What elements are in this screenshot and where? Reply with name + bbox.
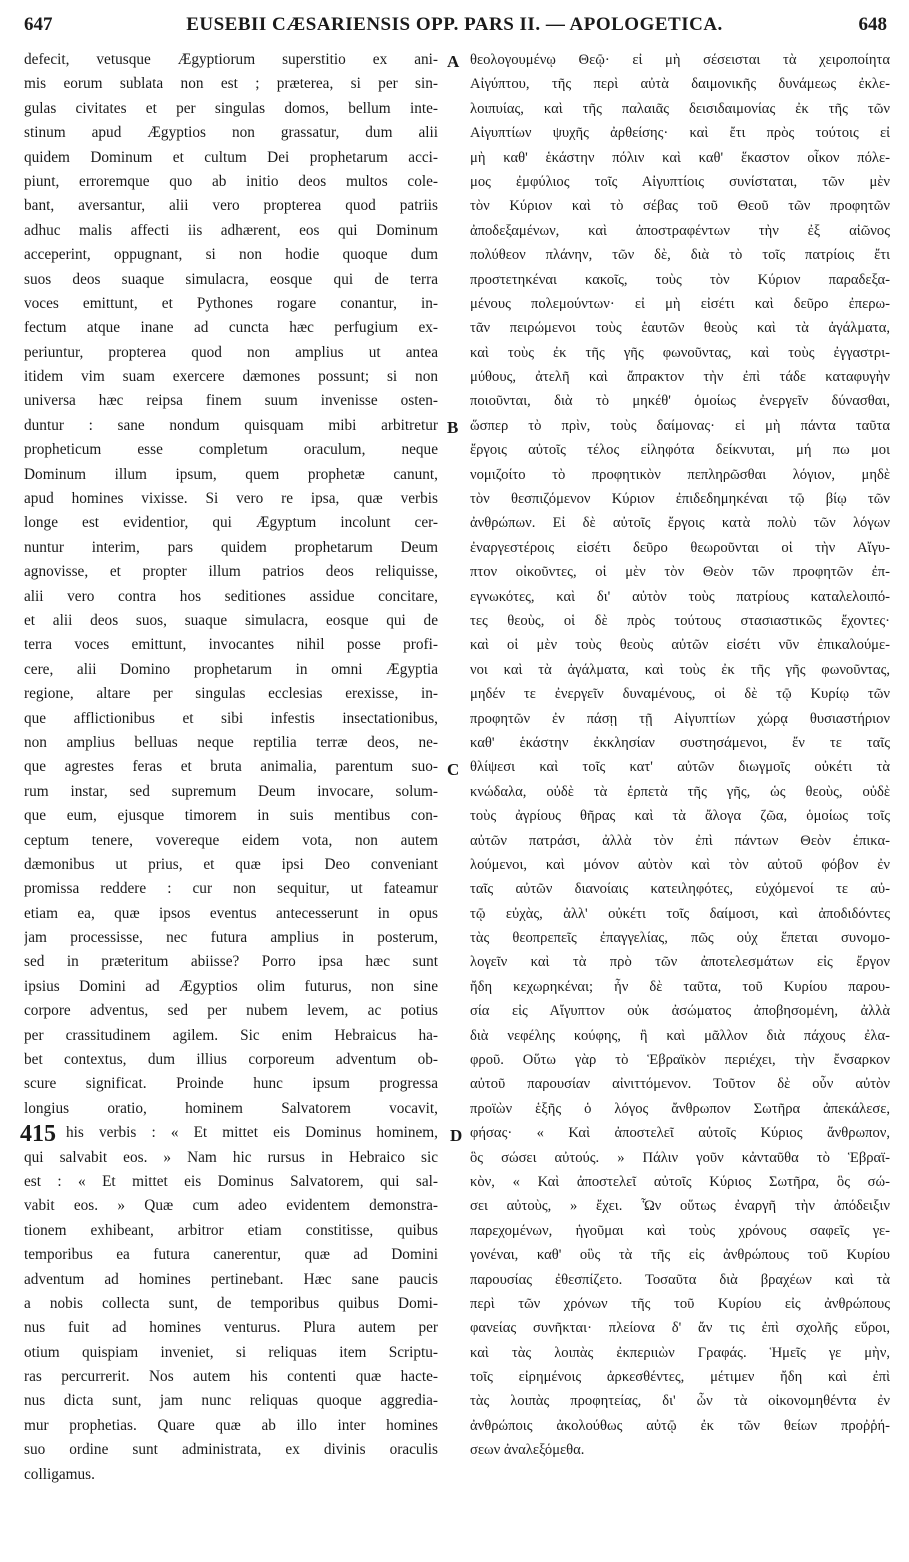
greek-text-line: τῷ εὐχὰς, ἀλλ' οὐκέτι τοῖς δαίμοσι, καὶ ἀποδιδόντες bbox=[470, 905, 890, 922]
latin-text-line: promissa reddere : cur non sequitur, ut fateamur bbox=[24, 880, 438, 898]
greek-text-line: καὶ τοὺς ἐκ τῆς γῆς φωνοῦντας, καὶ τοὺς ἐγγαστρι- bbox=[470, 344, 890, 361]
latin-text-line: et alii deos suos, suaque simulacra, eosque qui de bbox=[24, 611, 438, 629]
latin-text-line: acceperint, oppugnant, si non hodie quoque dum bbox=[24, 246, 438, 264]
greek-text-line: ὃς σώσει αὐτούς. » Πάλιν γοῦν κἀνταῦθα τὸ Ἑβραϊ- bbox=[470, 1149, 890, 1166]
latin-text-line: suo ordine sunt administrata, ex divinis oraculis bbox=[24, 1441, 438, 1459]
greek-text-line: τὸν Κύριον καὶ τὸ σέβας τοῦ Θεοῦ τῶν προφητῶν bbox=[470, 198, 890, 215]
greek-text-line: καθ' ἑκάστην ἐκκλησίαν συστησάμενοι, ἔν τε ταῖς bbox=[470, 734, 890, 751]
greek-text-line: Αἰγυπτίων ψυχῆς ἀρθείσης· καὶ ἔτι πρὸς τούτοις εἰ bbox=[470, 125, 890, 142]
latin-text-line: sed in præteritum abiisse? Porro ipsa hæc sunt bbox=[24, 953, 438, 971]
latin-text-line: apud homines vixisse. Si vero re ipsa, quæ verbis bbox=[24, 490, 438, 508]
latin-text-line: que eum, ejusque timorem in suis mentibus con- bbox=[24, 807, 438, 825]
greek-text-line: λογεῖν καὶ τὰ πρὸ τῶν ἀποτελεσμάτων εἰς ἔργον bbox=[470, 954, 890, 971]
greek-text-line: κνώδαλα, οὐδὲ τὰ ἑρπετὰ τῆς γῆς, ὡς θεοὺς, οὐδὲ bbox=[470, 783, 890, 800]
greek-text-line: φήσας· « Καὶ ἀποστελεῖ αὐτοῖς Κύριος ἄνθρωπον, bbox=[470, 1125, 890, 1142]
latin-text-line: est : « Et mittet eis Dominus Salvatorem, qui sal- bbox=[24, 1172, 438, 1190]
greek-text-line: σει αὐτοὺς, » ἔχει. Ὧν οὕτως ἐναργῆ τὴν ἀπόδειξιν bbox=[470, 1198, 890, 1215]
latin-text-line: a nobis collecta sunt, de temporibus quibus Domi- bbox=[24, 1294, 438, 1312]
latin-text-line: nus dicta sunt, jam nunc reliquas quoque aggredia- bbox=[24, 1392, 438, 1410]
latin-text-line: periuntur, propterea quod non amplius ut antea bbox=[24, 343, 438, 361]
greek-text-line: ἀνθρώπων. Εἰ δὲ αὐτοῖς ἔργοις κατὰ πολὺ τῶν λόγων bbox=[470, 515, 890, 532]
greek-text-line: προφητῶν ἐν πάσῃ τῇ Αἰγυπτίων χώρᾳ θυσιαστήριον bbox=[470, 710, 890, 727]
latin-text-line: adhuc malis affecti iis adhærent, eos qui Dominum bbox=[24, 221, 438, 239]
greek-text-line: θλίψεσι καὶ τοῖς κατ' αὐτῶν διωγμοῖς οὐκέτι τὰ bbox=[470, 759, 890, 776]
latin-text-line: defecit, vetusque Ægyptiorum superstitio ex ani- bbox=[24, 51, 438, 68]
greek-text-line: διὰ νεφέλης κούφης, ἢ καὶ μᾶλλον διὰ πάχους ἐλα- bbox=[470, 1027, 890, 1044]
latin-text-line: voces emittunt, et Pythones rogare conantur, in- bbox=[24, 294, 438, 312]
greek-text-line: παρεχομένων, ἡγοῦμαι καὶ τοὺς χρόνους σαφεῖς γε- bbox=[470, 1222, 890, 1239]
greek-text-line: σεων ἀναλεξόμεθα. bbox=[470, 1442, 585, 1459]
margin-letter-a: A bbox=[447, 52, 460, 71]
greek-text-line: καὶ οἱ μὲν τοὺς θεοὺς αὐτῶν εἰσέτι νῦν ἐπικαλούμε- bbox=[470, 637, 890, 654]
greek-text-line: μὴ καθ' ἑκάστην πόλιν καὶ καθ' ἕκαστον οἶκον πόλε- bbox=[470, 149, 890, 166]
greek-text-line: ὥσπερ τὸ πρὶν, τοὺς δαίμονας· εἰ μὴ πάντα ταῦτα bbox=[470, 417, 890, 434]
latin-text-line: longius oratio, hominem Salvatorem vocavit, bbox=[24, 1099, 438, 1117]
latin-text-line: nus fuit ad homines venturus. Plura autem per bbox=[24, 1319, 438, 1337]
latin-text-line: his verbis : « Et mittet eis Dominus hominem, bbox=[66, 1124, 438, 1142]
latin-text-line: universa hæc reipsa finem suum invenisse osten- bbox=[24, 392, 438, 410]
greek-text-line: ἤδη κεχωρηκέναι; ἦν δὲ ταῦτα, τοῦ Κυρίου παρου- bbox=[470, 978, 890, 995]
greek-text-line: αὐτοῦ παρουσίαν αἰνιττόμενον. Τοῦτον δὲ οὖν αὐτὸν bbox=[470, 1076, 890, 1093]
running-header bbox=[0, 0, 909, 44]
greek-text-line: λοιπυίας, καὶ τῆς παλαιᾶς δεισιδαιμονίας ἐκ τῆς τῶν bbox=[470, 100, 890, 117]
latin-text-line: colligamus. bbox=[24, 1465, 95, 1483]
latin-text-line: ras percurrerit. Nos autem his contenti quæ hacte- bbox=[24, 1368, 438, 1386]
latin-column bbox=[24, 48, 438, 1487]
latin-text-line: fectum atque inane ad cuncta hæc perfugium ex- bbox=[24, 319, 438, 337]
greek-text-line: νοι καὶ τὰ ἀγάλματα, καὶ τοὺς ἐκ τῆς γῆς φωνοῦντας, bbox=[470, 661, 890, 678]
latin-text-line: non amplius belluas neque reptilia terræ deos, ne- bbox=[24, 733, 438, 751]
greek-text-line: καὶ τὰς λοιπὰς ἐκπεριιὼν Γραφάς. Ἡμεῖς γε μὴν, bbox=[470, 1344, 890, 1361]
page-number-right: 648 bbox=[858, 14, 887, 35]
margin-letter-d: D bbox=[450, 1126, 463, 1145]
latin-text-line: dæmonibus ut prius, et quæ ipsi Deo conveniant bbox=[24, 855, 438, 873]
running-title: EUSEBII CÆSARIENSIS OPP. PARS II. — APOLOGETICA. bbox=[186, 14, 723, 35]
greek-text-line: λούμενοι, καὶ μόνον αὐτὸν καὶ τὸν αὐτοῦ φόβον ἐν bbox=[470, 856, 890, 873]
latin-text-line: temporibus ea futura canerentur, quæ ad Domini bbox=[24, 1246, 438, 1264]
greek-text-line: προϊὼν ἑξῆς ὁ λόγος ἄνθρωπον Σωτῆρα ἀπεκάλεσε, bbox=[470, 1100, 890, 1117]
latin-text-line: per crassitudinem agilem. Sic enim Hebraicus ha- bbox=[24, 1026, 438, 1044]
latin-text-line: piunt, erroremque quo ab initio deos multos cole- bbox=[24, 172, 438, 190]
latin-text-line: adventum ad homines pertinebant. Hæc sane paucis bbox=[24, 1270, 438, 1288]
greek-text-line: νομιζοίτο τὸ προφητικὸν πεπληρῶσθαι λόγιον, μηδὲ bbox=[470, 466, 890, 483]
latin-text-line: otium quispiam inveniet, si reliquas item Scriptu- bbox=[24, 1343, 438, 1361]
greek-text-line: ἐναργεστέροις εἰσέτι δεῦρο θεωροῦνται οἱ τὴν Αἴγυ- bbox=[470, 539, 890, 556]
latin-text-line: vabit eos. » Quæ cum adeo evidentem demonstra- bbox=[24, 1197, 438, 1215]
greek-text-line: τᾶν πειρώμενοι τοὺς ἑαυτῶν θεοὺς καὶ τὰ ἀγάλματα, bbox=[470, 320, 890, 337]
page-number-left: 647 bbox=[24, 14, 53, 35]
latin-text-line: ceptum tenere, vovereque eidem vota, non autem bbox=[24, 831, 438, 849]
greek-text-line: μένους πολεμούντων· εἰ μὴ εἰσέτι καὶ δεῦρο ἐπερω- bbox=[470, 295, 890, 312]
greek-text-line: τὸν θεσπιζόμενον Κύριον ἐπιδεδημηκέναι τῷ βίῳ τῶν bbox=[470, 491, 890, 508]
latin-text-line: etiam ea, quæ ipsos eventus antecesserunt in opus bbox=[24, 904, 438, 922]
greek-text-line: τες θεοὺς, οἱ δὲ πρὸς τούτους στασιαστικῶς ἔχοντες· bbox=[470, 612, 890, 629]
latin-text-line: bet contextus, dum illius corporeum adventum ob- bbox=[24, 1051, 438, 1069]
greek-text-line: προστετηκέναι κακοῖς, τοὺς τὸν Κύριον παραδεξα- bbox=[470, 271, 890, 288]
latin-text-line: propheticum esse completum oraculum, neque bbox=[24, 441, 438, 459]
margin-letter-b: B bbox=[447, 418, 459, 437]
latin-text-line: nuntur interim, pars quidem prophetarum Deum bbox=[24, 538, 438, 556]
latin-text-line: terra voces emittunt, invocantes nihil posse profi- bbox=[24, 636, 438, 654]
greek-text-line: τοὺς ἀγρίους θῆρας καὶ τὰ ἄλογα ζῶα, ὁμοίως τοῖς bbox=[470, 808, 890, 825]
latin-text-line: longe est evidentior, qui Ægyptum incolunt cer- bbox=[24, 514, 438, 532]
latin-text-line: bant, aversantur, alii vero propterea quod patriis bbox=[24, 197, 438, 215]
latin-text-line: itidem vim suam exercere dæmones possunt; si non bbox=[24, 368, 438, 386]
greek-text-line: ἀποδεξαμένων, καὶ ἀποστραφέντων τὴν ἐξ αἰῶνος bbox=[470, 222, 890, 239]
greek-text-line: φανείας συνῆκται· πλείονα δ' ἄν τις ἐπὶ σχολῆς εὕροι, bbox=[470, 1320, 890, 1337]
greek-text-line: κὸν, « Καὶ ἀποστελεῖ αὐτοῖς Κύριος Σωτῆρα, ὃς σώ- bbox=[470, 1173, 890, 1190]
latin-text-line: ipsius Domini ad Ægyptios olim futurus, non sine bbox=[24, 977, 438, 995]
greek-text-line: θεολογουμένῳ Θεῷ· εἰ μὴ σέσεισται τὰ χειροποίητα bbox=[470, 52, 890, 68]
greek-text-line: ἀνθρώποις ἀκολούθως αὐτῷ ἐκ τῶν θείων προῤῥή- bbox=[470, 1417, 890, 1434]
latin-text-line: mur prophetias. Quare quæ ab illo inter homines bbox=[24, 1416, 438, 1434]
latin-text-line: jam processisse, nec futura amplius in posterum, bbox=[24, 929, 438, 947]
latin-text-line: alii vero contra hos seditiones assidue concitare, bbox=[24, 587, 438, 605]
latin-text-line: stinum apud Ægyptios non grassatur, dum alii bbox=[24, 124, 438, 142]
latin-text-line: suos deos suaque simulacra, eosque qui de terra bbox=[24, 270, 438, 288]
greek-text-line: πτον οἰκοῦντες, οἱ μὲν τὸν Θεὸν τῶν προφητῶν ἐπ- bbox=[470, 564, 890, 581]
latin-text-line: qui salvabit eos. » Nam hic rursus in Hebraico sic bbox=[24, 1148, 438, 1166]
latin-text-line: cere, alii Domino prophetarum in omni Ægyptia bbox=[24, 660, 438, 678]
latin-text-line: scure significat. Proinde hunc ipsum progressa bbox=[24, 1075, 438, 1093]
greek-text-line: τοῖς εἰρημένοις ἀρκεσθέντες, μέτιμεν ἤδη καὶ ἐπὶ bbox=[470, 1369, 890, 1386]
greek-column bbox=[470, 48, 890, 1463]
greek-text-line: παρουσίας ἐθεσπίζετο. Τοσαῦτα διὰ βραχέων καὶ τὰ bbox=[470, 1271, 890, 1288]
latin-text-line: mis eorum sublata non est ; præterea, si per sin- bbox=[24, 75, 438, 93]
migne-column-number: 415 bbox=[20, 1121, 56, 1147]
greek-text-line: μηδέν τε ἐνεργεῖν δυναμένους, οἱ δὲ τῷ Κυρίῳ τῶν bbox=[470, 686, 890, 703]
latin-text-line: corpore adventus, sed per nubem levem, ac potius bbox=[24, 1002, 438, 1020]
latin-text-line: que agrestes feras et bruta animalia, parentum suo- bbox=[24, 758, 438, 776]
latin-text-line: duntur : sane nondum quisquam mibi arbitretur bbox=[24, 416, 438, 434]
latin-text-line: regione, altare per singulas ecclesias erexisse, in- bbox=[24, 685, 438, 703]
greek-text-line: Αἰγύπτου, τῆς περὶ αὐτὰ δαιμονικῆς δυνάμεως ἐκλε- bbox=[470, 76, 890, 93]
greek-text-line: μος ἐμφύλιος τοῖς Αἰγυπτίοις συνίσταται, τῶν μὲν bbox=[470, 173, 890, 190]
greek-text-line: μύθους, ἀτελῆ καὶ ἄπρακτον τὴν ἐπὶ τάδε καταφυγὴν bbox=[470, 369, 890, 386]
greek-text-line: εγνωκότες, καὶ δι' αὐτὸν τοὺς πατρίους καταλελοιπό- bbox=[470, 588, 890, 605]
greek-text-line: ἔργοις αὐτοῖς τέλος εἰληφότα δείκνυται, μή πω μοι bbox=[470, 442, 890, 459]
latin-text-line: agnovisse, et propter illum patrios deos reliquisse, bbox=[24, 563, 438, 581]
latin-text-line: tionem exhibeant, arbitror etiam constitisse, quibus bbox=[24, 1221, 438, 1239]
greek-text-line: περὶ τῶν χρόνων τῆς τοῦ Κυρίου εἰς ἀνθρώπους bbox=[470, 1295, 890, 1312]
greek-text-line: τὰς λοιπὰς προφητείας, δι' ὧν τὰ οἰκονομηθέντα ἐν bbox=[470, 1393, 890, 1410]
latin-text-line: gulas civitates et per singulas domos, bellum inte- bbox=[24, 99, 438, 117]
greek-text-line: ποιοῦνται, διὰ τὸ μηκέθ' ὁμοίως ἐνεργεῖν δύνασθαι, bbox=[470, 393, 890, 410]
margin-letter-c: C bbox=[447, 760, 460, 779]
greek-text-line: αὐτῶν πατράσι, ἀλλὰ τὸν ἐπὶ πάντων Θεὸν ἐπικα- bbox=[470, 832, 890, 849]
latin-text-line: que afflictionibus et sibi infestis insectationibus, bbox=[24, 709, 438, 727]
greek-text-line: γονέναι, καθ' οὓς τὰ τῆς εἰς ἀνθρώπους τοῦ Κυρίου bbox=[470, 1247, 890, 1264]
greek-text-line: σία εἰς Αἴγυπτον οὐκ ἀσώματος ἀποβησομένη, ἀλλὰ bbox=[470, 1003, 890, 1020]
latin-text-line: quidem Dominum et cultum Dei prophetarum acci- bbox=[24, 148, 438, 166]
greek-text-line: πολύθεον πλάνην, τῶν δὲ, διὰ τὸ τοῖς πατρίοις ἔτι bbox=[470, 247, 890, 264]
latin-text-line: Dominum illum ipsum, quem prophetæ canunt, bbox=[24, 465, 438, 483]
latin-text-line: rum instar, sed supremum Deum invocare, solum- bbox=[24, 782, 438, 800]
greek-text-line: ταῖς αὐτῶν διανοίαις κατειληφότες, εὐχόμενοί τε αὐ- bbox=[470, 881, 890, 898]
greek-text-line: τὰς θεοπρεπεῖς ἐπαγγελίας, πῶς οὐχ ἕπεται συνομο- bbox=[470, 930, 890, 947]
greek-text-line: φροῦ. Οὕτω γὰρ τὸ Ἑβραϊκὸν περιέχει, τὴν ἔνσαρκον bbox=[470, 1052, 890, 1069]
